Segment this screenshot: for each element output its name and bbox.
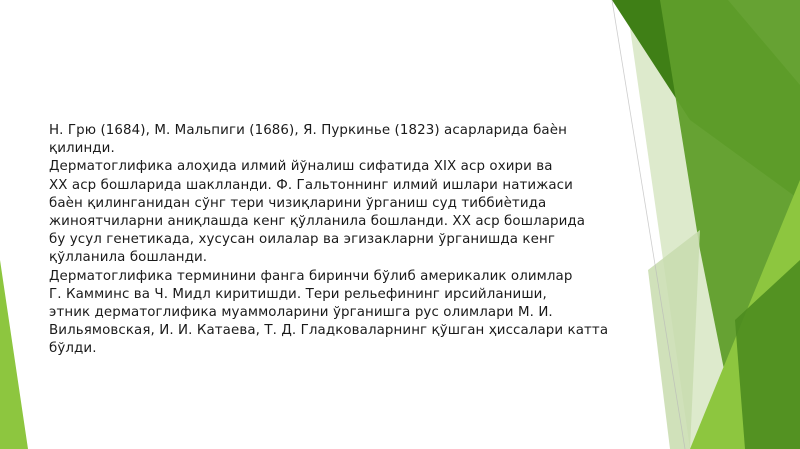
- facet-bottom-left: [0, 260, 28, 449]
- paragraph-3: Дерматоглифика терминини фанга биринчи бўлиб америкалик олимлар Г. Камминс ва Ч. Мидл киритишди. Тери рельефининг ирсийланиши, этник дерматоглифика муаммоларини ўрганишга рус олимлари М. И. Вильямовская, И. И. Катаева, Т. Д. Гладковаларнинг қўшган ҳиссалари катта бўлди.: [49, 268, 609, 357]
- body-text: [49, 122, 609, 359]
- paragraph-2: Дерматоглифика алоҳида илмий йўналиш сифатида XIX аср охири ва XX аср бошларида шаклланди. Ф. Гальтоннинг илмий ишлари натижаси баѐн қилинганидан сўнг тери чизиқларини ўрганиш суд тиббиѐтида жиноятчиларни аниқлашда кенг қўлланила бошланди. XX аср бошларида бу усул генетикада, хусусан оилалар ва эгизакларни ўрганишда кенг қўлланила бошланди.: [49, 159, 586, 266]
- paragraph-1: Н. Грю (1684), М. Мальпиги (1686), Я. Пуркинье (1823) асарларида баѐн қилинди.: [49, 123, 567, 157]
